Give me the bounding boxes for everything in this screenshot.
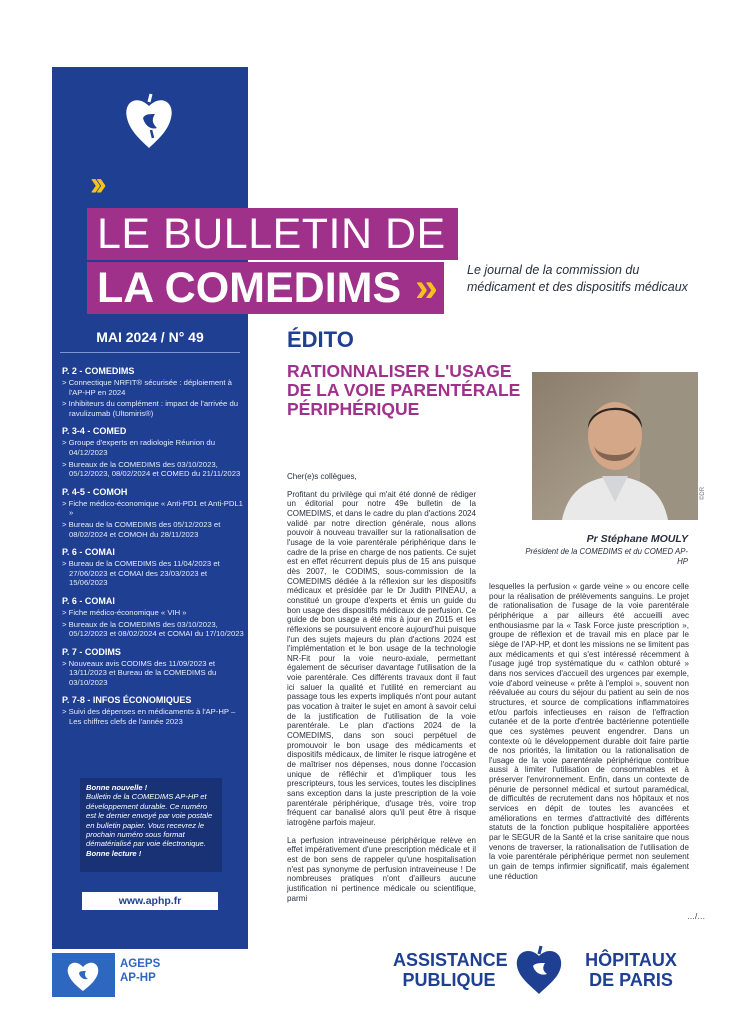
toc-section [62,695,244,726]
notice-body: Bulletin de la COMEDIMS AP-HP et développement durable. Ce numéro est le dernier envoyé par voie postale en bulletin papier. Vous recevrez le prochain numéro sous format dématérialisé par voie électronique. [86,792,213,849]
aphp-de-paris: DE PARIS [589,970,673,990]
website-link[interactable]: www.aphp.fr [82,892,218,910]
author-portrait-photo [532,372,698,520]
chevron-decoration: ›› [90,165,101,203]
issue-number: MAI 2024 / N° 49 [96,329,204,345]
notice-headline: Bonne nouvelle ! [86,783,148,792]
ageps-logo-icon [52,953,115,997]
ageps-line2: AP-HP [120,972,156,984]
toc-section-heading[interactable]: P. 2 - COMEDIMS [62,366,135,376]
toc-item[interactable]: > Bureau de la COMEDIMS des 11/04/2023 et 27/06/2023 et COMAI des 23/03/2023 et 15/06/2023 [62,559,220,588]
ageps-line1: AGEPS [120,958,161,970]
toc-section [62,547,244,588]
edito-column-2 [489,582,689,889]
author-name: Pr Stéphane MOULY [586,533,688,545]
toc-section [62,366,244,418]
toc-item[interactable]: > Bureaux de la COMEDIMS des 03/10/2023, 05/12/2023 et 08/02/2024 et COMAI du 17/10/2023 [62,619,244,639]
toc-item[interactable]: > Bureau de la COMEDIMS des 05/12/2023 et 08/02/2024 et COMOH du 28/11/2023 [62,519,221,539]
edito-heading: ÉDITO [287,327,354,352]
aphp-assistance: ASSISTANCE [393,950,508,970]
bulletin-title-line2 [87,262,444,314]
issue-divider [60,352,240,353]
edito-paragraph: Cher(e)s collègues, [287,472,357,481]
toc-section [62,487,244,539]
toc-item[interactable]: > Inhibiteurs du complément : impact de l'arrivée du ravulizumab (Ultomiris®) [62,399,239,418]
toc-section-heading[interactable]: P. 6 - COMAI [62,547,115,558]
edito-title: RATIONNALISER L'USAGE DE LA VOIE PARENTÉRALE PÉRIPHÉRIQUE [287,361,521,419]
table-of-contents [62,366,244,735]
toc-section-heading[interactable]: P. 4-5 - COMOH [62,486,128,497]
ageps-wordmark [120,957,160,985]
edito-column-1 [287,472,476,911]
toc-item[interactable]: > Groupe d'experts en radiologie Réunion du 04/12/2023 [62,438,215,457]
author-role: Président de la COMEDIMS et du COMED AP-HP [525,547,688,566]
toc-section [62,596,244,639]
bulletin-tagline: Le journal de la commission du médicament et des dispositifs médicaux [467,263,688,294]
toc-section-heading[interactable]: P. 6 - COMAI [62,595,115,606]
toc-section-heading[interactable]: P. 7 - CODIMS [62,646,121,657]
toc-item[interactable]: > Fiche médico-économique « VIH » [62,607,187,617]
aphp-wordmark-right [575,950,687,990]
toc-item[interactable]: > Suivi des dépenses en médicaments à l'AP-HP – Les chiffres clefs de l'année 2023 [62,707,236,727]
edito-paragraph: Profitant du privilège qui m'ait été donné de rédiger un éditorial pour notre 49e bulletin de la COMEDIMS, et dans le cadre du plan d'actions 2024 validé par notre direction générale, nous allons pouvoir à nouveau travailler sur la rationalisation de l'usage de la voie parentérale périphérique dans le cadre de la prise en charge de nos patients. Ce sujet est en effet récurrent depuis plus de 15 ans puisque dès 2007, le CODIMS, sous-commission de la COMEDIMS dédiée à la réflexion sur les dispositifs médicaux et présidée par le Dr Judith PINEAU, a constitué un groupe d'experts et émis un guide du bon usage des dispositifs médicaux de perfusion. Ce guide de bon usage a été mis à jour en 2015 et les réflexions se poursuivent encore aujourd'hui puisque l'un des sujets majeurs du plan d'actions 2024 est l'implémentation et le bon usage de la technologie NR-Fit pour la voie neuro-axiale, permettant également de sécuriser davantage l'utilisation de la voie parentérale. Ces différents travaux dont il faut ici saluer la qualité et l'utilité en remerciant au passage tous les experts impliqués n'ont pour autant pas vocation à traiter le sujet en amont à savoir celui de la justification de l'utilisation de la voie parentérale. Le plan d'actions 2024 de la COMEDIMS, dans son souci perpétuel de promouvoir le bon usage des médicaments et dispositifs médicaux, de limiter le risque iatrogène et de maîtriser nos dépenses, nous donne l'occasion unique de réfléchir et d'impliquer tous les prescripteurs, tous les services, toutes les disciplines sans exception dans la juste prescription de la voie parentérale périphérique, d'usage très, voire trop fréquent car banalisé alors qu'il peut être à risque iatrogène parfois majeur. [287,489,476,827]
bulletin-title-line1: LE BULLETIN DE [87,208,458,260]
aphp-hopitaux: HÔPITAUX [585,950,677,970]
toc-item[interactable]: > Nouveaux avis CODIMS des 11/09/2023 et 13/11/2023 et Bureau de la COMEDIMS du 03/10/2023 [62,658,217,687]
edito-paragraph: La perfusion intraveineuse périphérique relève en effet impérativement d'une prescription médicale et il est de bon sens de rappeler qu'une hospitalisation n'est pas synonyme de perfusion intraveineuse ! De nombreuses pratiques n'ont d'ailleurs aucune justification ni pertinence médicale ou scientifique, parmi [287,835,476,903]
notice-closing: Bonne lecture ! [86,848,142,858]
photo-credit: ©DR [700,486,706,500]
bulletin-title-text: LA COMEDIMS [97,264,402,312]
aphp-wordmark-left [393,950,508,990]
continued-marker: …/… [687,912,706,921]
toc-item[interactable]: > Fiche médico-économique « Anti-PD1 et Anti-PDL1 » [62,498,243,518]
toc-item[interactable]: > Bureaux de la COMEDIMS des 03/10/2023, 05/12/2023, 08/02/2024 et COMED du 21/11/2023 [62,459,241,479]
edito-paragraph: lesquelles la perfusion « garde veine » ou encore celle pour la réalisation de prélèvements sanguins. Le projet de rationalisation de l'usage de la voie parentérale périphérique a par ailleurs été accueilli avec enthousiasme par la « Task Force juste prescription », groupe de réflexion et de travail mis en place par le siège de l'AP-HP, et dont les missions ne se limitent pas aux médicaments et qui s'est intéressé récemment à l'usage jugé trop systématique du « cathlon obturé » dans nos services d'accueil des urgences par exemple, voie d'abord veineuse « prête à l'emploi », souvent non réévaluée au cours du séjour du patient au sein de nos structures, et source de complications inflammatoires et/ou parfois infectieuses en raison de l'effraction cutanée et de la porte d'entrée bactérienne potentielle que ces systèmes peuvent engendrer. Dans un contexte où le développement durable doit faire partie de nos priorités, la limitation ou la rationalisation de l'usage de la voie parentérale périphérique contribue aussi à limiter l'utilisation de consommables et à préserver l'environnement. Enfin, dans un contexte de pénurie de personnel médical et surtout paramédical, de difficultés de recrutement dans nos hôpitaux et nos services en dépit de toutes les avancées et améliorations en termes d'attractivité des différents statuts de la fonction publique hospitalière apportées par le SEGUR de la Santé et la crise sanitaire que nous venons de traverser, la rationalisation de l'utilisation de la voie parentérale périphérique permet non seulement un gain de temps infirmier significatif, mais également une réduction [489,582,689,881]
toc-section-heading[interactable]: P. 3-4 - COMED [62,426,127,437]
aphp-heart-emblem-icon [509,944,569,996]
aphp-heart-logo-icon [121,92,177,152]
aphp-publique: PUBLIQUE [402,970,496,990]
toc-section [62,647,244,688]
toc-item[interactable]: > Connectique NRFIT® sécurisée : déploiement à l'AP-HP en 2024 [62,378,232,397]
digital-notice-box [80,778,222,872]
title-chevrons: ›› [415,266,434,310]
toc-section [62,426,244,478]
toc-section-heading[interactable]: P. 7-8 - INFOS ÉCONOMIQUES [62,695,192,706]
